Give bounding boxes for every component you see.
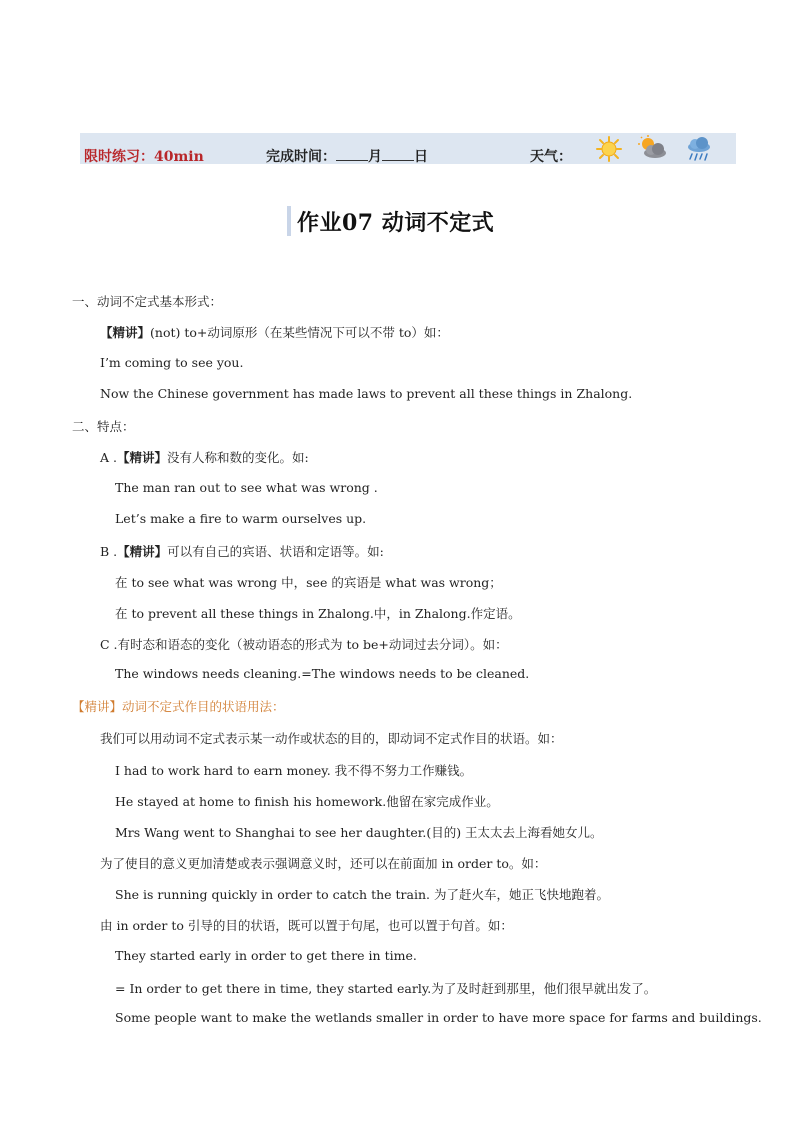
header-banner — [80, 133, 736, 164]
complete-time-label: 完成时间： — [266, 149, 336, 165]
rain-cloud-icon — [684, 135, 714, 163]
day-label: 日 — [414, 149, 428, 165]
complete-time — [266, 146, 428, 166]
usage-text: 为了使目的意义更加清楚或表示强调意义时，还可以在前面加 in order to。如： — [100, 856, 547, 871]
example-line: I had to work hard to earn money. 我不得不努力工作赚钱。 — [115, 763, 473, 778]
explain-tag: 【精讲】 — [116, 450, 167, 465]
example-line: The windows needs cleaning.=The windows needs to be cleaned. — [115, 666, 530, 681]
example-line: Mrs Wang went to Shanghai to see her daughter.(目的) 王太太去上海看她女儿。 — [115, 825, 603, 840]
title-accent-bar — [287, 206, 291, 236]
section-heading-2: 二、特点： — [72, 419, 135, 434]
example-line: She is running quickly in order to catch the train. 为了赶火车，她正飞快地跑着。 — [115, 887, 609, 902]
example-line: = In order to get there in time, they started early.为了及时赶到那里，他们很早就出发了。 — [115, 981, 657, 996]
feature-b — [100, 542, 384, 560]
section-heading-1: 一、动词不定式基本形式： — [72, 294, 223, 309]
explain-line — [100, 323, 449, 341]
explain-tag: 【精讲】 — [100, 325, 151, 340]
example-line: I’m coming to see you. — [100, 355, 244, 370]
weather-label: 天气： — [530, 149, 572, 165]
example-line: The man ran out to see what was wrong . — [115, 480, 378, 495]
sun-icon — [595, 135, 623, 163]
feature-a — [100, 448, 309, 466]
example-line: Now the Chinese government has made laws to prevent all these things in Zhalong. — [100, 386, 633, 401]
month-label: 月 — [368, 149, 382, 165]
feature-a-text: 没有人称和数的变化。如: — [167, 450, 309, 465]
example-line: Let’s make a fire to warm ourselves up. — [115, 511, 367, 526]
feature-b-text: 可以有自己的宾语、状语和定语等。如: — [167, 544, 384, 559]
example-line: Some people want to make the wetlands smaller in order to have more space for farms and buildings. — [115, 1010, 762, 1025]
feature-c: C .有时态和语态的变化（被动语态的形式为 to be+动词过去分词）。如： — [100, 637, 508, 652]
time-limit-label: 限时练习：40min — [84, 149, 204, 165]
usage-text: 由 in order to 引导的目的状语，既可以置于句尾，也可以置于句首。如： — [100, 918, 513, 933]
feature-a-prefix: A . — [100, 450, 117, 465]
example-line: 在 to prevent all these things in Zhalong.中，in Zhalong.作定语。 — [115, 606, 521, 621]
sun-cloud-icon — [636, 134, 668, 162]
day-blank — [382, 148, 414, 161]
page-title: 作业07 动词不定式 — [297, 210, 495, 236]
feature-b-prefix: B . — [100, 544, 118, 559]
explain-text: (not) to+动词原形（在某些情况下可以不带 to）如： — [150, 325, 449, 340]
explain-tag: 【精讲】 — [117, 544, 168, 559]
usage-text: 我们可以用动词不定式表示某一动作或状态的目的，即动词不定式作目的状语。如： — [100, 731, 563, 746]
example-line: He stayed at home to finish his homework.他留在家完成作业。 — [115, 794, 499, 809]
example-line: They started early in order to get there in time. — [115, 948, 417, 963]
usage-heading: 【精讲】动词不定式作目的状语用法： — [72, 699, 285, 714]
example-line: 在 to see what was wrong 中，see 的宾语是 what was wrong； — [115, 575, 502, 590]
month-blank — [336, 148, 368, 161]
